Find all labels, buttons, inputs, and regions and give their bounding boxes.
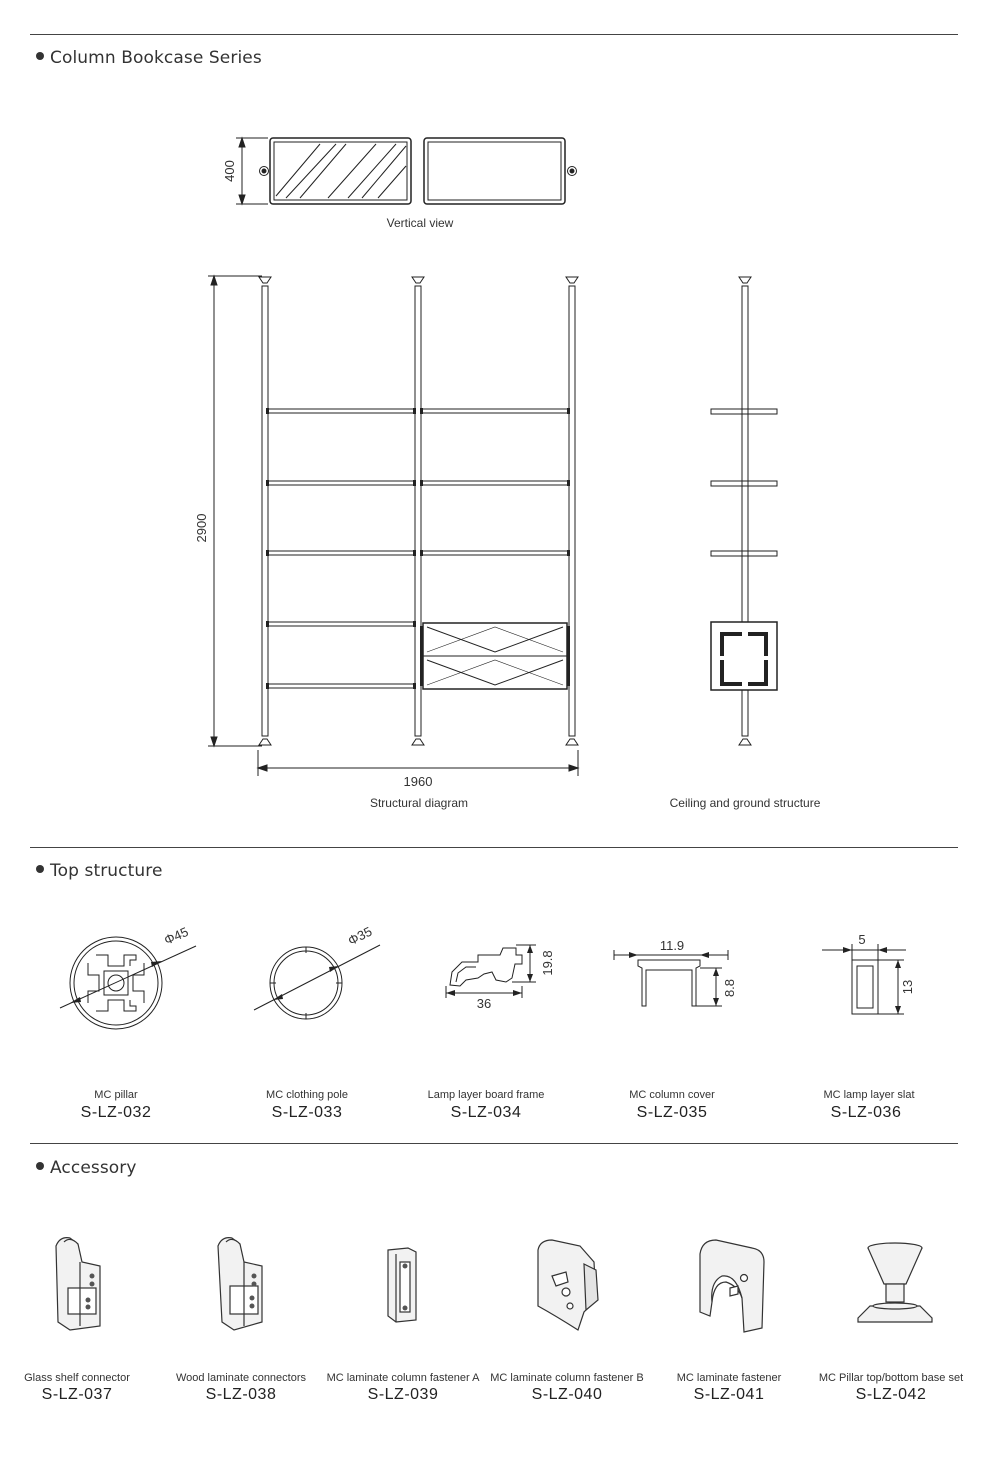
item-name-mc-lamp-layer-slat: MC lamp layer slat [823,1089,915,1101]
item-code-lamp-layer-board-frame: S-LZ-034 [450,1104,522,1121]
item-name-wood-laminate-connectors: Wood laminate connectors [175,1372,307,1384]
item-name-mc-column-cover: MC column cover [629,1089,715,1101]
item-code-mc-column-cover: S-LZ-035 [636,1104,708,1121]
slat-height-label: 13 [900,979,915,995]
depth-label: 400 [222,160,237,182]
pillar-diameter-label: Φ45 [161,923,191,948]
item-code-laminate-column-fastener-b: S-LZ-040 [531,1386,603,1403]
cover-width-label: 11.9 [659,938,685,953]
structural-diagram-caption: Structural diagram [369,796,469,810]
item-name-glass-shelf-connector: Glass shelf connector [24,1372,130,1384]
pole-diameter-label: Φ35 [345,923,375,949]
item-code-wood-laminate-connectors: S-LZ-038 [205,1386,277,1403]
section-title-text: Column Bookcase Series [50,48,262,68]
height-label: 2900 [194,513,209,543]
item-name-laminate-fastener: MC laminate fastener [676,1372,782,1384]
frame-height-label: 19.8 [540,950,555,976]
section-title-text: Top structure [50,861,163,881]
item-code-mc-lamp-layer-slat: S-LZ-036 [830,1104,902,1121]
item-name-pillar-base-set: MC Pillar top/bottom base set [818,1372,964,1384]
item-code-mc-pillar: S-LZ-032 [80,1104,152,1121]
item-name-mc-clothing-pole: MC clothing pole [266,1089,348,1101]
slat-width-label: 5 [858,932,866,947]
ceiling-ground-caption: Ceiling and ground structure [669,796,821,810]
item-name-lamp-layer-board-frame: Lamp layer board frame [427,1089,545,1101]
cover-height-label: 8.8 [722,978,737,998]
item-name-mc-pillar: MC pillar [94,1089,138,1101]
item-code-pillar-base-set: S-LZ-042 [855,1386,927,1403]
frame-width-label: 36 [476,996,492,1011]
item-code-laminate-fastener: S-LZ-041 [693,1386,765,1403]
item-code-laminate-column-fastener-a: S-LZ-039 [367,1386,439,1403]
vertical-view-caption: Vertical view [386,216,454,230]
section-title-text: Accessory [50,1158,137,1178]
item-name-laminate-column-fastener-a: MC laminate column fastener A [326,1372,480,1384]
width-label: 1960 [403,774,433,789]
item-name-laminate-column-fastener-b: MC laminate column fastener B [490,1372,644,1384]
item-code-mc-clothing-pole: S-LZ-033 [271,1104,343,1121]
item-code-glass-shelf-connector: S-LZ-037 [41,1386,113,1403]
